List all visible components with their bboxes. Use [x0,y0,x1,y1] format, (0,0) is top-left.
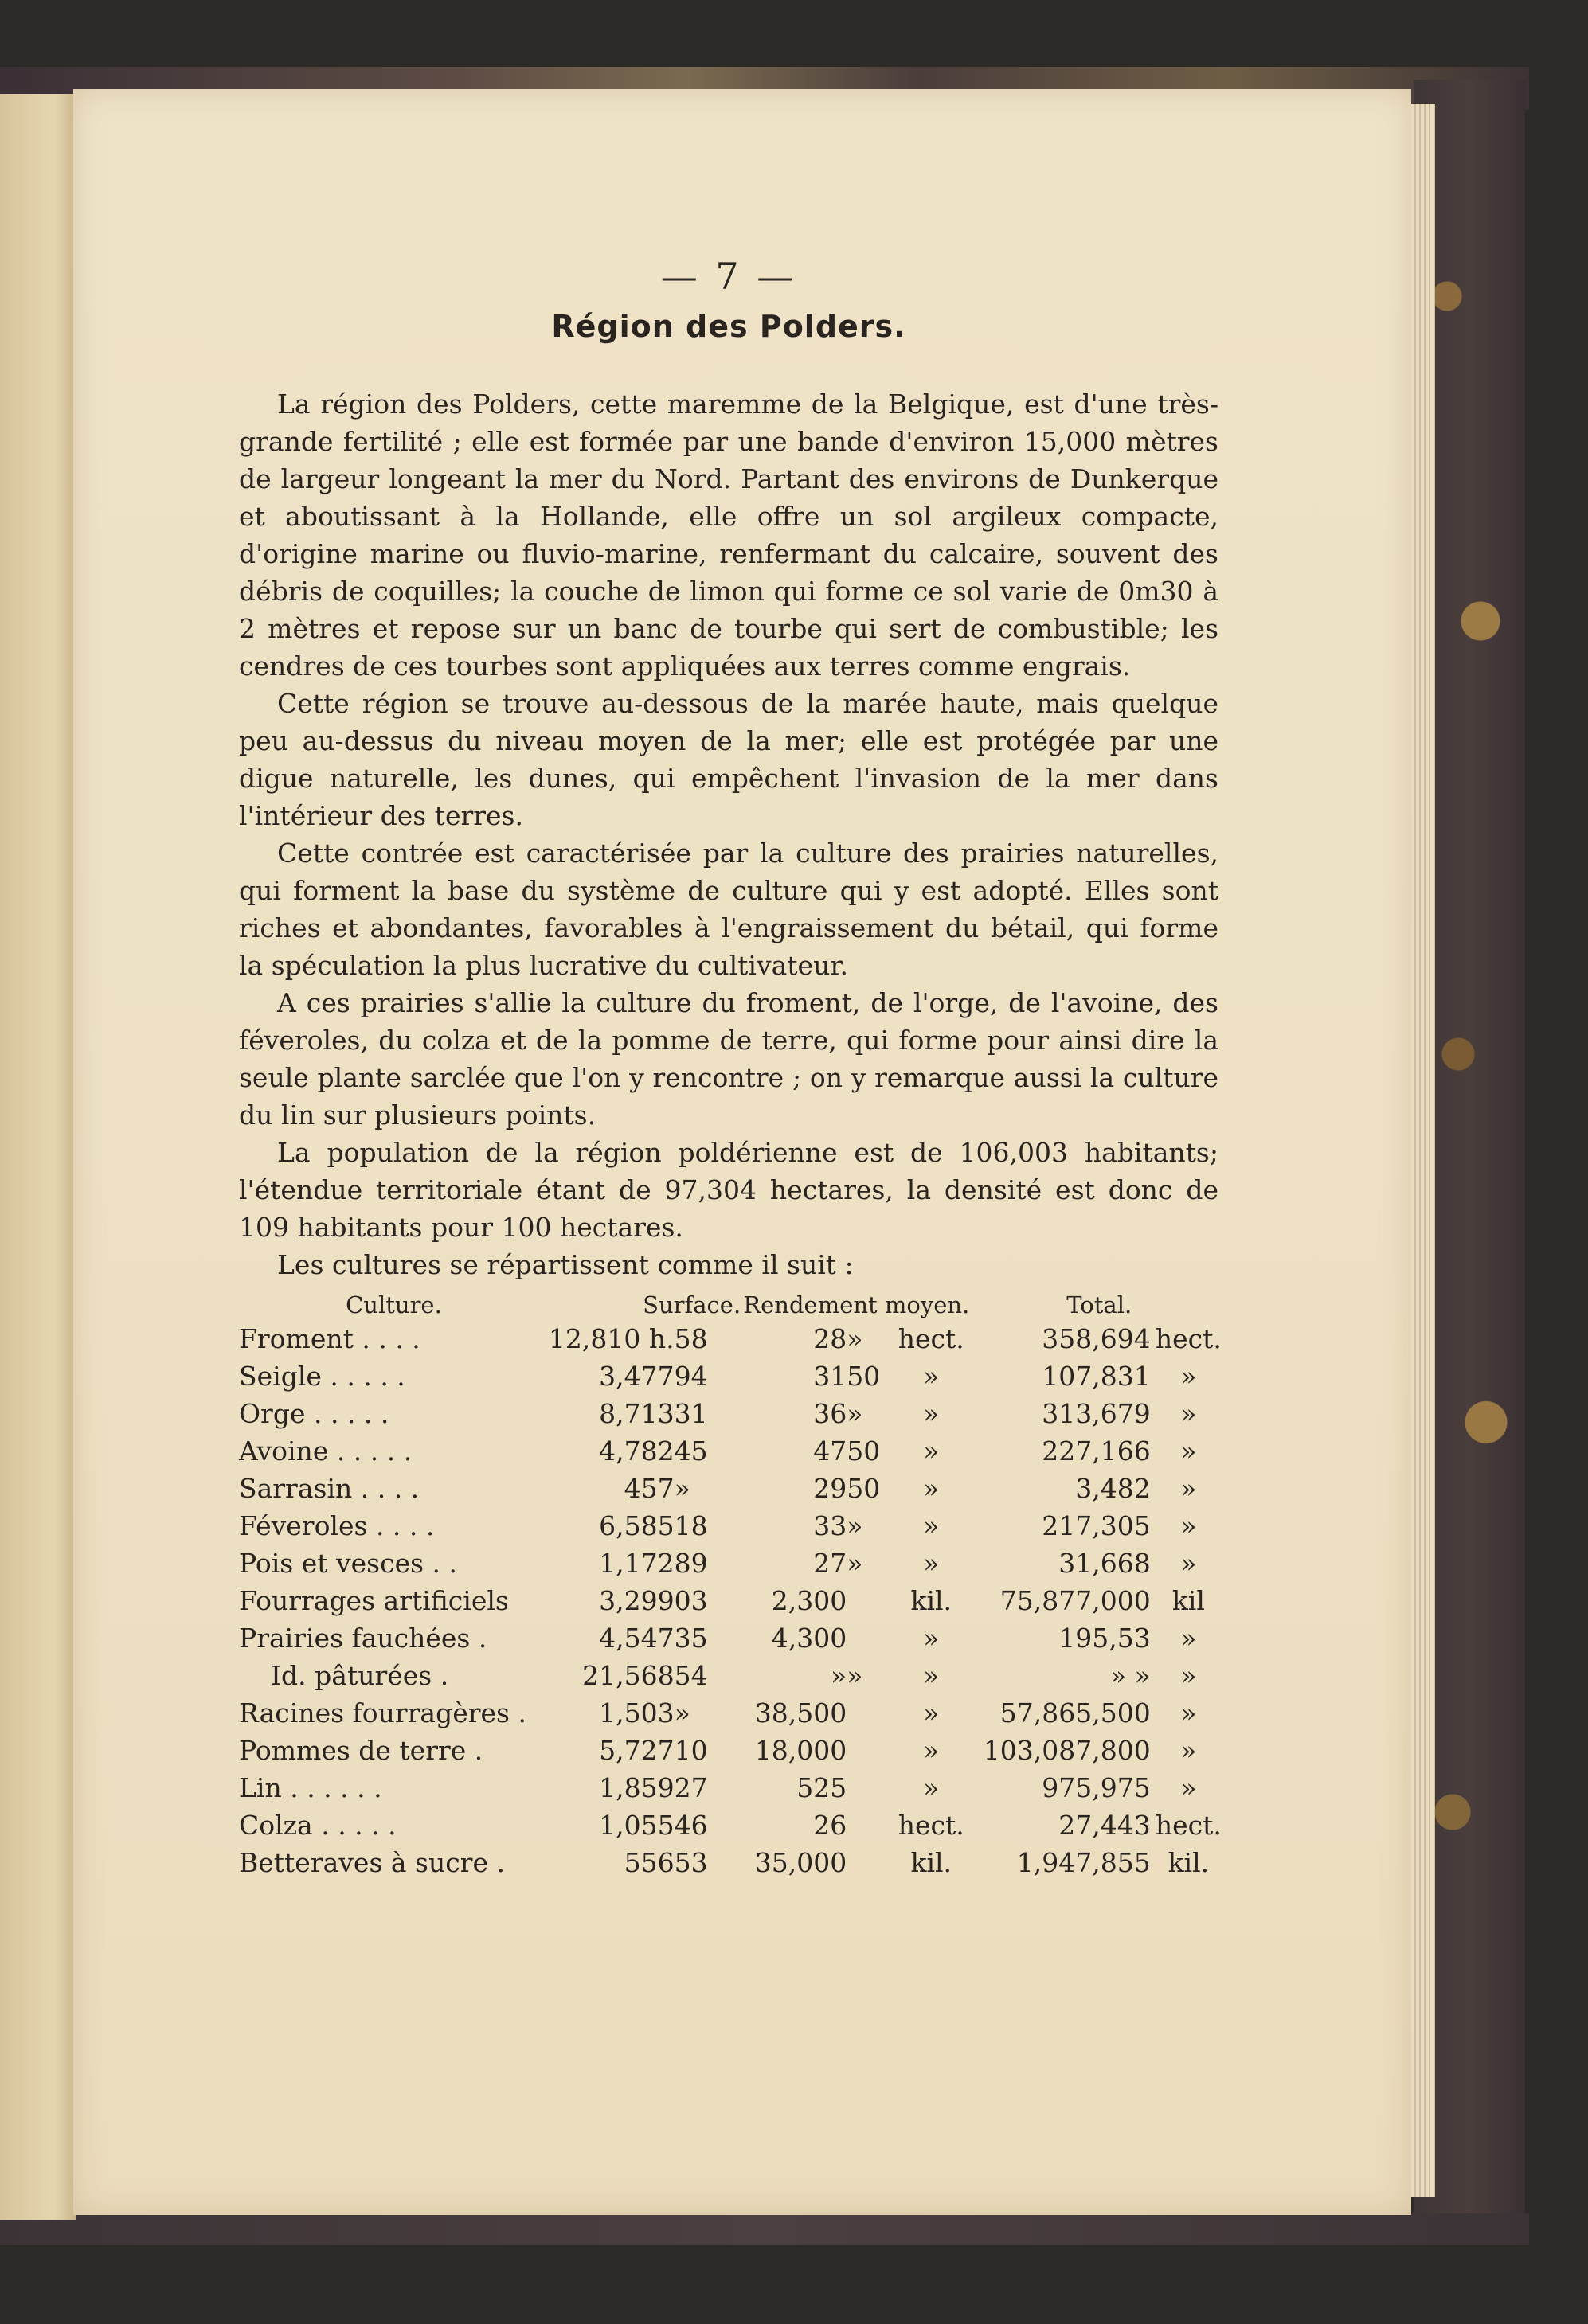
cell-rendement-unit: » [923,1435,940,1467]
paragraph: A ces prairies s'allie la culture du froment, de l'orge, de l'avoine, des féveroles, du colza et de la pomme de terre, qui forme pour ainsi dire la seule plante sarclée que l'on y rencontre ; on y remarque aussi la culture du lin sur plusieurs points. [239,987,1218,1131]
cell-surface: 1,503 [599,1697,675,1728]
cell-culture: Avoine . . . . . [239,1435,413,1467]
cell-total: » » [1109,1660,1151,1691]
cell-rendement: 33 [813,1510,847,1541]
cell-total: 313,679 [1042,1398,1151,1429]
cell-surface: 556 [624,1847,675,1878]
cell-rendement: 38,500 [754,1697,847,1728]
cell-total-unit: » [1180,1510,1197,1541]
cell-rendement-decimal [847,1806,890,1844]
cell-total-unit: » [1180,1473,1197,1504]
cell-culture: Orge . . . . . [239,1398,389,1429]
cell-surface-ares: 27 [674,1772,708,1803]
cell-surface-ares: 53 [674,1847,708,1878]
cell-rendement-decimal: » [847,1548,863,1579]
cell-surface: 4,782 [599,1435,675,1467]
cell-rendement-unit: » [923,1548,940,1579]
cell-rendement-unit: » [923,1697,940,1728]
cell-surface: 21,568 [582,1660,675,1691]
cell-rendement-unit: hect. [898,1323,964,1354]
table-row [239,1545,1226,1582]
cell-rendement: 18,000 [754,1735,847,1766]
cell-surface-ares: 45 [674,1435,708,1467]
cell-rendement: 4,300 [771,1623,847,1654]
cell-culture: Seigle . . . . . [239,1361,405,1392]
cell-rendement-unit: kil. [910,1847,952,1878]
table-row [239,1732,1226,1769]
cell-total: 103,087,800 [983,1735,1151,1766]
table-row [239,1507,1226,1545]
cell-total: 195,53 [1058,1623,1151,1654]
cell-surface-ares: 31 [674,1398,708,1429]
cell-rendement-decimal [847,1769,890,1806]
cell-rendement: 27 [813,1548,847,1579]
cell-rendement: 29 [813,1473,847,1504]
cell-rendement-decimal [847,1694,890,1732]
table-row [239,1320,1226,1357]
table-row [239,1582,1226,1619]
cell-surface: 1,859 [599,1772,675,1803]
cell-total: 3,482 [1075,1473,1151,1504]
cell-rendement: 2,300 [771,1585,847,1616]
paragraph: Cette contrée est caractérisée par la culture des prairies naturelles, qui forment la base du système de culture qui y est adopté. Elles sont riches et abondantes, favorables à l'engraissement du bétail, qui forme la spéculation la plus lucrative du cultivateur. [239,838,1218,981]
header-surface: Surface. [643,1291,741,1318]
table-header-row [239,1290,1226,1320]
cell-surface-ares: » [674,1697,690,1728]
cell-total: 227,166 [1042,1435,1151,1467]
section-title: Région des Polders. [551,309,906,344]
page-content [239,255,1222,1881]
cell-surface-ares: 89 [674,1548,708,1579]
cell-total: 57,865,500 [999,1697,1151,1728]
cell-surface: 12,810 h. [548,1323,675,1354]
cell-surface: 8,713 [599,1398,675,1429]
cell-total: 75,877,000 [999,1585,1151,1616]
table-body [239,1320,1226,1881]
cell-surface: 3,477 [599,1361,675,1392]
cell-rendement-decimal: » [847,1323,863,1354]
cell-surface-ares: » [674,1473,690,1504]
cell-total: 1,947,855 [1016,1847,1151,1878]
cell-rendement: 525 [796,1772,847,1803]
cell-rendement-decimal [847,1582,890,1619]
page-number: — 7 — [660,255,797,298]
cell-total-unit: » [1180,1660,1197,1691]
cell-total-unit: » [1180,1772,1197,1803]
cell-rendement-decimal: » [847,1660,863,1691]
cell-total-unit: » [1180,1398,1197,1429]
cell-total-unit: kil [1171,1585,1205,1616]
cell-surface-ares: 46 [674,1810,708,1841]
cell-rendement-unit: kil. [910,1585,952,1616]
cell-total: 975,975 [1042,1772,1151,1803]
paragraph: Les cultures se répartissent comme il suit : [277,1249,854,1280]
cell-surface: 457 [624,1473,675,1504]
book-cover-bottom [0,2213,1529,2245]
cell-total: 107,831 [1042,1361,1151,1392]
cell-culture: Pommes de terre . [239,1735,483,1766]
cell-rendement-decimal: 50 [847,1361,881,1392]
cell-rendement-decimal: 50 [847,1473,881,1504]
cultures-table [239,1290,1226,1881]
cell-total-unit: » [1180,1623,1197,1654]
cell-rendement-unit: » [923,1735,940,1766]
cell-rendement: » [831,1660,847,1691]
table-row [239,1694,1226,1732]
cell-culture: Fourrages artificiels [239,1585,509,1616]
table-row [239,1357,1226,1395]
cell-rendement: 31 [813,1361,847,1392]
cell-total: 358,694 [1042,1323,1151,1354]
cell-rendement-unit: » [923,1510,940,1541]
cell-culture: Betteraves à sucre . [239,1847,505,1878]
table-row [239,1619,1226,1657]
cell-rendement: 47 [813,1435,847,1467]
cell-culture: Racines fourragères . [239,1697,526,1728]
cell-rendement: 35,000 [754,1847,847,1878]
cell-surface-ares: 54 [674,1660,708,1691]
header-culture: Culture. [346,1291,442,1318]
cell-rendement-decimal: 50 [847,1435,881,1467]
cell-surface: 3,299 [599,1585,675,1616]
paragraph: Cette région se trouve au-dessous de la marée haute, mais quelque peu au-dessus du niveau moyen de la mer; elle est protégée par une digue naturelle, les dunes, qui empêchent l'invasion de la mer dans l'intérieur des terres. [239,688,1218,831]
cell-total-unit: » [1180,1697,1197,1728]
cell-total: 31,668 [1058,1548,1151,1579]
cell-surface: 6,585 [599,1510,675,1541]
cell-surface: 1,172 [599,1548,675,1579]
table-row [239,1395,1226,1432]
cell-culture: Lin . . . . . . [239,1772,382,1803]
cell-total: 27,443 [1058,1810,1151,1841]
cell-total-unit: kil. [1168,1847,1210,1878]
table-row [239,1657,1226,1694]
cell-rendement-unit: » [923,1398,940,1429]
cell-surface: 5,727 [599,1735,675,1766]
cell-culture: Prairies fauchées . [239,1623,487,1654]
cell-total: 217,305 [1042,1510,1151,1541]
cell-culture: Froment . . . . [239,1323,420,1354]
cell-surface-ares: 35 [674,1623,708,1654]
cell-total-unit: » [1180,1548,1197,1579]
table-row [239,1769,1226,1806]
cell-culture: Sarrasin . . . . [239,1473,420,1504]
cell-rendement-decimal [847,1732,890,1769]
cell-culture: Féveroles . . . . [239,1510,435,1541]
cell-total-unit: » [1180,1435,1197,1467]
cell-surface-ares: 58 [674,1323,708,1354]
cell-rendement-decimal: » [847,1510,863,1541]
cell-rendement: 36 [813,1398,847,1429]
cell-rendement-unit: » [923,1660,940,1691]
table-row [239,1844,1226,1881]
cell-surface: 4,547 [599,1623,675,1654]
cell-rendement-decimal [847,1844,890,1881]
cell-culture: Pois et vesces . . [239,1548,458,1579]
cell-total-unit: » [1180,1361,1197,1392]
cell-total-unit: » [1180,1735,1197,1766]
cell-surface-ares: 94 [674,1361,708,1392]
paragraph: La population de la région poldérienne est de 106,003 habitants; l'étendue territoriale étant de 97,304 hectares, la densité est donc de 109 habitants pour 100 hectares. [239,1137,1218,1243]
cell-surface-ares: 18 [674,1510,708,1541]
cell-culture: Colza . . . . . [239,1810,397,1841]
cell-surface-ares: 10 [674,1735,708,1766]
cell-total-unit: hect. [1155,1323,1222,1354]
cell-rendement: 26 [813,1810,847,1841]
left-page-edge [0,94,76,2220]
cell-rendement-unit: » [923,1473,940,1504]
cell-total-unit: hect. [1155,1810,1222,1841]
header-total: Total. [1066,1291,1132,1318]
table-row [239,1470,1226,1507]
cell-rendement-decimal [847,1619,890,1657]
cell-rendement-unit: » [923,1772,940,1803]
cell-culture: Id. pâturées . [271,1660,449,1691]
header-rendement: Rendement moyen. [743,1291,970,1318]
cell-surface: 1,055 [599,1810,675,1841]
cell-rendement-unit: » [923,1361,940,1392]
table-row [239,1432,1226,1470]
page-edges [1411,104,1435,2197]
cell-rendement-decimal: » [847,1398,863,1429]
cell-rendement: 28 [813,1323,847,1354]
table-row [239,1806,1226,1844]
cell-surface-ares: 03 [674,1585,708,1616]
paragraph: La région des Polders, cette maremme de la Belgique, est d'une très-grande fertilité ; elle est formée par une bande d'environ 15,000 mètres de largeur longeant la mer du Nord. Partant des environs de Dunkerque et aboutissant à la Hollande, elle offre un sol argileux compacte, d'origine marine ou fluvio-marine, renfermant du calcaire, souvent des débris de coquilles; la couche de limon qui forme ce sol varie de 0m30 à 2 mètres et repose sur un banc de tourbe qui sert de combustible; les cendres de ces tourbes sont appliquées aux terres comme engrais. [239,389,1218,682]
cell-rendement-unit: » [923,1623,940,1654]
cell-rendement-unit: hect. [898,1810,964,1841]
